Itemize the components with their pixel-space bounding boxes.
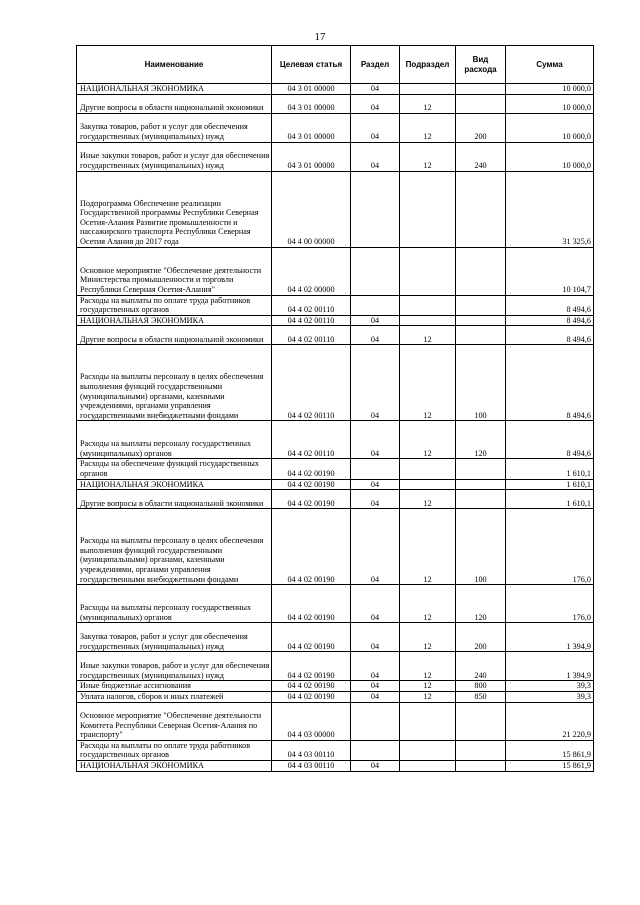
cell-expense-type: 200 xyxy=(456,623,506,652)
header-section: Раздел xyxy=(351,46,400,84)
cell-expense-type: 120 xyxy=(456,585,506,623)
cell-amount: 10 000,0 xyxy=(506,142,594,171)
cell-amount: 8 494,6 xyxy=(506,326,594,345)
header-subsection: Подраздел xyxy=(400,46,456,84)
cell-section: 04 xyxy=(351,490,400,509)
cell-subsection: 12 xyxy=(400,345,456,421)
cell-expense-type: 800 xyxy=(456,681,506,692)
cell-subsection: 12 xyxy=(400,490,456,509)
cell-section: 04 xyxy=(351,315,400,326)
table-row xyxy=(77,509,594,585)
cell-target: 04 4 02 00190 xyxy=(272,681,351,692)
cell-expense-type: 100 xyxy=(456,345,506,421)
table-row xyxy=(77,490,594,509)
cell-amount: 1 394,9 xyxy=(506,652,594,681)
cell-subsection: 12 xyxy=(400,509,456,585)
budget-table xyxy=(76,45,594,772)
table-row xyxy=(77,479,594,490)
cell-name: Иные закупки товаров, работ и услуг для обеспечения государственных (муниципальных) нужд xyxy=(77,652,272,681)
cell-subsection: 12 xyxy=(400,691,456,702)
table-row xyxy=(77,585,594,623)
table-row xyxy=(77,142,594,171)
table-row xyxy=(77,171,594,247)
cell-subsection xyxy=(400,459,456,479)
cell-subsection: 12 xyxy=(400,585,456,623)
table-row xyxy=(77,681,594,692)
cell-subsection: 12 xyxy=(400,623,456,652)
cell-section: 04 xyxy=(351,345,400,421)
cell-target: 04 4 02 00110 xyxy=(272,345,351,421)
cell-amount: 39,3 xyxy=(506,691,594,702)
cell-section: 04 xyxy=(351,652,400,681)
cell-expense-type xyxy=(456,295,506,315)
cell-subsection: 12 xyxy=(400,113,456,142)
cell-amount: 1 394,9 xyxy=(506,623,594,652)
cell-target: 04 4 02 00190 xyxy=(272,585,351,623)
cell-section: 04 xyxy=(351,84,400,95)
cell-amount: 10 104,7 xyxy=(506,247,594,295)
table-row xyxy=(77,247,594,295)
cell-amount: 8 494,6 xyxy=(506,295,594,315)
cell-section: 04 xyxy=(351,94,400,113)
cell-section: 04 xyxy=(351,681,400,692)
cell-name: Расходы на выплаты персоналу государственных (муниципальных) органов xyxy=(77,585,272,623)
cell-section xyxy=(351,702,400,740)
table-row xyxy=(77,295,594,315)
cell-subsection xyxy=(400,315,456,326)
table-row xyxy=(77,652,594,681)
table-row xyxy=(77,623,594,652)
cell-subsection xyxy=(400,702,456,740)
table-row xyxy=(77,326,594,345)
cell-amount: 31 325,6 xyxy=(506,171,594,247)
cell-subsection: 12 xyxy=(400,421,456,459)
cell-amount: 8 494,6 xyxy=(506,421,594,459)
header-expense-type: Вид расхода xyxy=(456,46,506,84)
cell-target: 04 4 02 00190 xyxy=(272,479,351,490)
cell-name: Расходы на обеспечение функций государственных органов xyxy=(77,459,272,479)
table-row xyxy=(77,113,594,142)
cell-expense-type: 850 xyxy=(456,691,506,702)
cell-subsection xyxy=(400,171,456,247)
cell-expense-type xyxy=(456,740,506,760)
cell-subsection xyxy=(400,740,456,760)
cell-section xyxy=(351,295,400,315)
cell-target: 04 3 01 00000 xyxy=(272,84,351,95)
cell-target: 04 4 02 00110 xyxy=(272,295,351,315)
cell-target: 04 4 02 00190 xyxy=(272,459,351,479)
cell-amount: 176,0 xyxy=(506,509,594,585)
cell-expense-type xyxy=(456,84,506,95)
cell-name: Закупка товаров, работ и услуг для обеспечения государственных (муниципальных) нужд xyxy=(77,623,272,652)
cell-name: НАЦИОНАЛЬНАЯ ЭКОНОМИКА xyxy=(77,479,272,490)
table-row xyxy=(77,691,594,702)
table-body xyxy=(77,84,594,772)
cell-section: 04 xyxy=(351,585,400,623)
cell-name: Другие вопросы в области национальной экономики xyxy=(77,94,272,113)
cell-subsection: 12 xyxy=(400,94,456,113)
cell-amount: 176,0 xyxy=(506,585,594,623)
table-row xyxy=(77,421,594,459)
cell-amount: 1 610,1 xyxy=(506,459,594,479)
cell-name: Расходы на выплаты по оплате труда работников государственных органов xyxy=(77,295,272,315)
cell-expense-type xyxy=(456,760,506,771)
table-row xyxy=(77,740,594,760)
cell-section: 04 xyxy=(351,760,400,771)
cell-target: 04 4 02 00190 xyxy=(272,652,351,681)
cell-name: Другие вопросы в области национальной экономики xyxy=(77,326,272,345)
cell-section xyxy=(351,247,400,295)
cell-expense-type xyxy=(456,315,506,326)
cell-name: Расходы на выплаты по оплате труда работников государственных органов xyxy=(77,740,272,760)
cell-name: Расходы на выплаты персоналу государственных (муниципальных) органов xyxy=(77,421,272,459)
cell-name: Иные бюджетные ассигнования xyxy=(77,681,272,692)
cell-target: 04 4 02 00110 xyxy=(272,421,351,459)
cell-expense-type xyxy=(456,479,506,490)
header-target: Целевая статья xyxy=(272,46,351,84)
page-number: 17 xyxy=(314,31,326,43)
cell-section: 04 xyxy=(351,509,400,585)
header-amount: Сумма xyxy=(506,46,594,84)
cell-expense-type xyxy=(456,702,506,740)
cell-subsection xyxy=(400,295,456,315)
cell-name: Иные закупки товаров, работ и услуг для обеспечения государственных (муниципальных) нужд xyxy=(77,142,272,171)
cell-name: Закупка товаров, работ и услуг для обеспечения государственных (муниципальных) нужд xyxy=(77,113,272,142)
cell-section: 04 xyxy=(351,691,400,702)
cell-expense-type: 240 xyxy=(456,142,506,171)
cell-amount: 15 861,9 xyxy=(506,760,594,771)
cell-subsection: 12 xyxy=(400,142,456,171)
cell-section xyxy=(351,459,400,479)
table-header-row xyxy=(77,46,594,84)
table-row xyxy=(77,345,594,421)
cell-subsection xyxy=(400,247,456,295)
cell-expense-type xyxy=(456,171,506,247)
cell-target: 04 4 02 00000 xyxy=(272,247,351,295)
cell-amount: 1 610,1 xyxy=(506,490,594,509)
cell-name: НАЦИОНАЛЬНАЯ ЭКОНОМИКА xyxy=(77,315,272,326)
cell-subsection xyxy=(400,760,456,771)
cell-name: Основное мероприятие "Обеспечение деятельности Министерства промышленности и торговли Республики Северная Осетия-Алания" xyxy=(77,247,272,295)
cell-amount: 10 000,0 xyxy=(506,113,594,142)
cell-target: 04 4 00 00000 xyxy=(272,171,351,247)
cell-name: Расходы на выплаты персоналу в целях обеспечения выполнения функций государственными (муниципальными) органами, казенными учреждениями, органами управления государственными внебюджетными фондами xyxy=(77,509,272,585)
cell-section: 04 xyxy=(351,113,400,142)
cell-expense-type xyxy=(456,459,506,479)
cell-name: Уплата налогов, сборов и иных платежей xyxy=(77,691,272,702)
cell-section: 04 xyxy=(351,142,400,171)
cell-name: Подпрограмма Обеспечение реализации Государственной программы Республики Северная Осетия-Алания Развитие промышленности и пассажирского транспорта Республики Северная Осетия Алания до 2017 года xyxy=(77,171,272,247)
cell-section: 04 xyxy=(351,479,400,490)
table-row xyxy=(77,84,594,95)
table-row xyxy=(77,760,594,771)
cell-subsection: 12 xyxy=(400,326,456,345)
cell-expense-type: 240 xyxy=(456,652,506,681)
cell-name: НАЦИОНАЛЬНАЯ ЭКОНОМИКА xyxy=(77,760,272,771)
cell-expense-type xyxy=(456,247,506,295)
cell-expense-type xyxy=(456,94,506,113)
cell-section: 04 xyxy=(351,421,400,459)
cell-section xyxy=(351,171,400,247)
cell-section: 04 xyxy=(351,623,400,652)
cell-amount: 15 861,9 xyxy=(506,740,594,760)
cell-target: 04 4 02 00190 xyxy=(272,490,351,509)
cell-subsection xyxy=(400,479,456,490)
cell-expense-type: 200 xyxy=(456,113,506,142)
cell-expense-type: 120 xyxy=(456,421,506,459)
cell-target: 04 4 02 00190 xyxy=(272,623,351,652)
cell-amount: 39,3 xyxy=(506,681,594,692)
cell-section xyxy=(351,740,400,760)
table-row xyxy=(77,315,594,326)
cell-target: 04 4 03 00000 xyxy=(272,702,351,740)
cell-expense-type xyxy=(456,326,506,345)
cell-amount: 10 000,0 xyxy=(506,84,594,95)
cell-expense-type xyxy=(456,490,506,509)
cell-target: 04 3 01 00000 xyxy=(272,113,351,142)
cell-target: 04 4 02 00110 xyxy=(272,315,351,326)
cell-target: 04 4 03 00110 xyxy=(272,760,351,771)
cell-amount: 1 610,1 xyxy=(506,479,594,490)
table-row xyxy=(77,459,594,479)
cell-target: 04 4 02 00110 xyxy=(272,326,351,345)
cell-name: Основное мероприятие "Обеспечение деятельности Комитета Республики Северная Осетия-Алания по транспорту" xyxy=(77,702,272,740)
cell-subsection: 12 xyxy=(400,652,456,681)
cell-target: 04 3 01 00000 xyxy=(272,94,351,113)
cell-subsection: 12 xyxy=(400,681,456,692)
cell-target: 04 4 03 00110 xyxy=(272,740,351,760)
cell-amount: 21 220,9 xyxy=(506,702,594,740)
header-name: Наименование xyxy=(77,46,272,84)
cell-name: Расходы на выплаты персоналу в целях обеспечения выполнения функций государственными (муниципальными) органами, казенными учреждениями, органами управления государственными внебюджетными фондами xyxy=(77,345,272,421)
cell-amount: 10 000,0 xyxy=(506,94,594,113)
cell-target: 04 4 02 00190 xyxy=(272,691,351,702)
cell-name: НАЦИОНАЛЬНАЯ ЭКОНОМИКА xyxy=(77,84,272,95)
cell-amount: 8 494,6 xyxy=(506,345,594,421)
cell-target: 04 3 01 00000 xyxy=(272,142,351,171)
cell-amount: 8 494,6 xyxy=(506,315,594,326)
cell-section: 04 xyxy=(351,326,400,345)
cell-name: Другие вопросы в области национальной экономики xyxy=(77,490,272,509)
cell-subsection xyxy=(400,84,456,95)
table-row xyxy=(77,94,594,113)
cell-target: 04 4 02 00190 xyxy=(272,509,351,585)
table-row xyxy=(77,702,594,740)
cell-expense-type: 100 xyxy=(456,509,506,585)
